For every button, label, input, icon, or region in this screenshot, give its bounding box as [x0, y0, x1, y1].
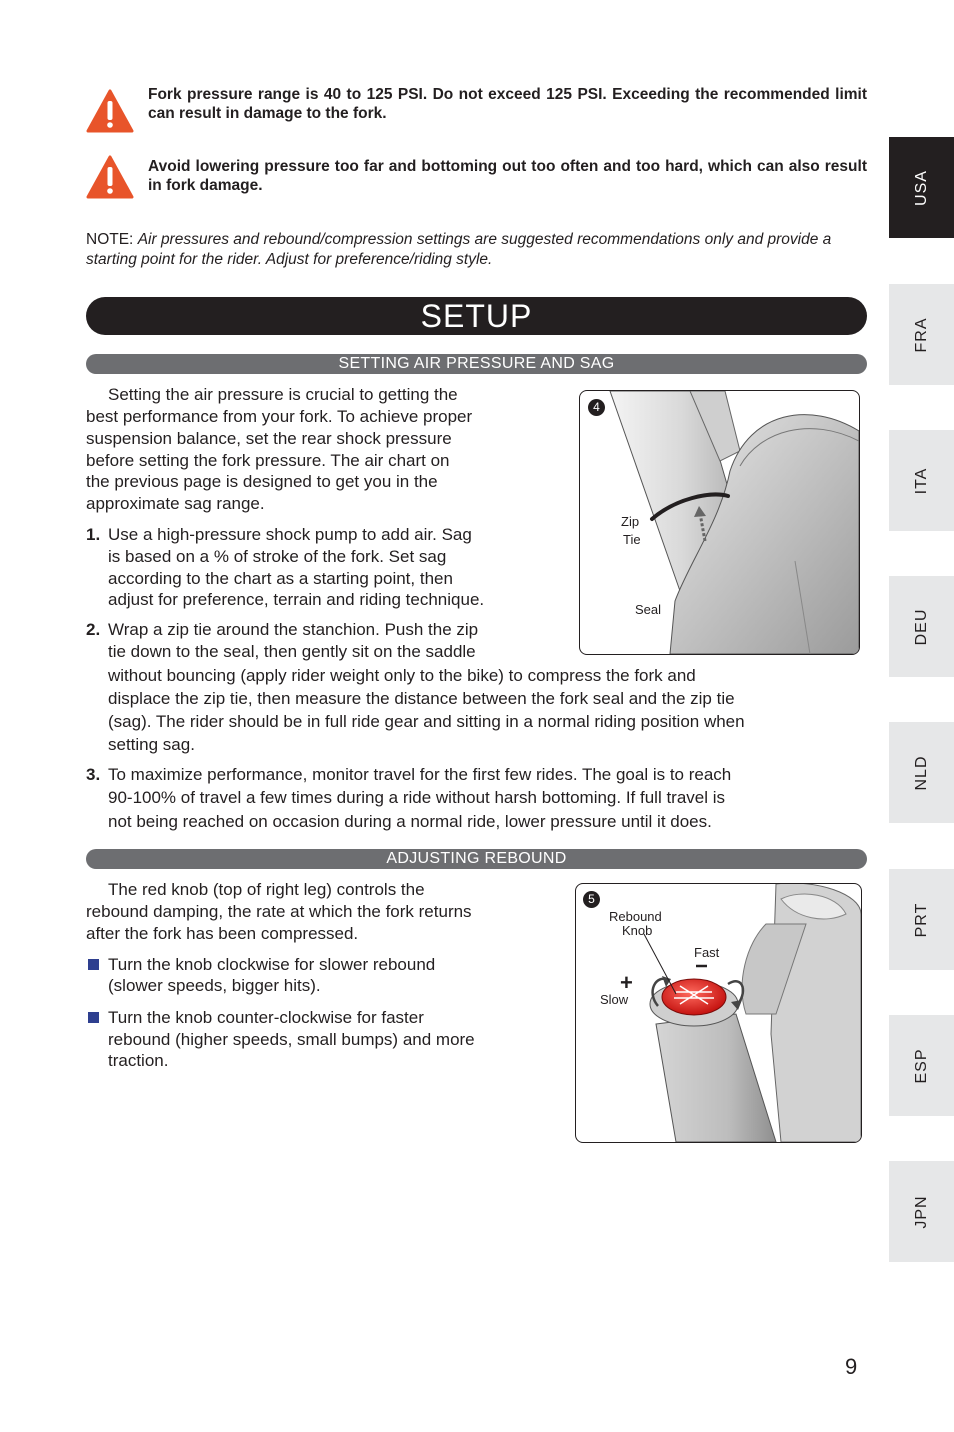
setup-title: SETUP [86, 297, 867, 335]
note-text: Air pressures and rebound/compression settings are suggested recommendations only and provide a starting point for the rider. Adjust for preference/riding style. [86, 231, 832, 268]
tab-usa[interactable] [889, 137, 954, 238]
step-line: 90-100% of travel a few times during a ride without harsh bottoming. If full travel is [108, 788, 726, 807]
figure-rebound-knob [575, 883, 862, 1143]
figure-zip-tie-sag [579, 390, 860, 655]
bullet-line: Turn the knob counter-clockwise for faster [108, 1008, 424, 1027]
label-zip: Zip [621, 514, 640, 529]
air-intro-line: Setting the air pressure is crucial to getting the [108, 385, 458, 404]
tab-label: ESP [912, 1047, 930, 1084]
step-line: Wrap a zip tie around the stanchion. Push the zip [108, 620, 479, 639]
label-slow: Slow [600, 992, 629, 1007]
warning-text-pressure-range: Fork pressure range is 40 to 125 PSI. Do not exceed 125 PSI. Exceeding the recommended limit can result in damage to the fork. [148, 86, 867, 122]
tab-label: DEU [912, 608, 930, 645]
step-line: displace the zip tie, then measure the distance between the fork seal and the zip tie [108, 689, 735, 708]
bullet-marker [88, 1012, 99, 1023]
air-intro-line: suspension balance, set the rear shock pressure [86, 429, 452, 448]
tab-esp[interactable] [889, 1015, 954, 1116]
warning-icon [86, 88, 134, 134]
rebound-intro-line: rebound damping, the rate at which the fork returns [86, 902, 472, 921]
step-number: 1. [86, 525, 101, 544]
label-fast: Fast [694, 945, 720, 960]
air-intro-line: before setting the fork pressure. The air chart on [86, 451, 450, 470]
tab-deu[interactable] [889, 576, 954, 677]
step-line: is based on a % of stroke of the fork. Set sag [108, 547, 447, 566]
tab-jpn[interactable] [889, 1161, 954, 1262]
step-line: according to the chart as a starting point, then [108, 569, 453, 588]
bullet-line: traction. [108, 1051, 169, 1070]
tab-label: USA [912, 169, 930, 206]
note [86, 230, 868, 269]
tab-prt[interactable] [889, 869, 954, 970]
step-line: not being reached on occasion during a normal ride, lower pressure until it does. [108, 812, 712, 831]
tab-nld[interactable] [889, 722, 954, 823]
air-intro-line: best performance from your fork. To achieve proper [86, 407, 473, 426]
step-number: 2. [86, 620, 101, 639]
section-heading-rebound: ADJUSTING REBOUND [86, 849, 867, 869]
figure-number: 5 [583, 891, 600, 908]
rebound-intro-line: The red knob (top of right leg) controls the [108, 880, 425, 899]
tab-fra[interactable] [889, 284, 954, 385]
label-seal: Seal [635, 602, 662, 617]
warning-icon [86, 154, 134, 200]
label-rebound: Rebound [609, 909, 662, 924]
bullet-marker [88, 959, 99, 970]
label-knob: Knob [622, 923, 653, 938]
step-line: Use a high-pressure shock pump to add air. Sag [108, 525, 472, 544]
air-intro-line: approximate sag range. [86, 494, 265, 513]
step-line: tie down to the seal, then gently sit on the saddle [108, 642, 476, 661]
warning-text-bottoming: Avoid lowering pressure too far and bottoming out too often and too hard, which can also result in fork damage. [148, 158, 867, 194]
label-plus: + [620, 970, 633, 995]
tab-label: FRA [912, 317, 930, 352]
tab-label: ITA [912, 467, 930, 494]
rebound-intro-line: after the fork has been compressed. [86, 924, 359, 943]
note-label: NOTE: [86, 231, 134, 248]
tab-label: PRT [912, 902, 930, 937]
page-number: 9 [845, 1354, 858, 1379]
tab-label: JPN [912, 1194, 930, 1229]
label-tie: Tie [623, 532, 641, 547]
tab-ita[interactable] [889, 430, 954, 531]
step-number: 3. [86, 765, 101, 784]
figure-number: 4 [588, 399, 605, 416]
tab-label: NLD [912, 754, 930, 791]
step-line: adjust for preference, terrain and riding technique. [108, 590, 485, 609]
bullet-line: rebound (higher speeds, small bumps) and more [108, 1030, 475, 1049]
bullet-line: (slower speeds, bigger hits). [108, 976, 321, 995]
step-line: To maximize performance, monitor travel for the first few rides. The goal is to reach [108, 765, 732, 784]
step-line: setting sag. [108, 735, 195, 754]
step-line: without bouncing (apply rider weight only to the bike) to compress the fork and [108, 666, 696, 685]
section-heading-air-pressure: SETTING AIR PRESSURE AND SAG [86, 354, 867, 374]
bullet-line: Turn the knob clockwise for slower rebound [108, 955, 436, 974]
step-line: (sag). The rider should be in full ride gear and sitting in a normal riding position when [108, 712, 745, 731]
air-intro-line: the previous page is designed to get you in the [86, 472, 438, 491]
